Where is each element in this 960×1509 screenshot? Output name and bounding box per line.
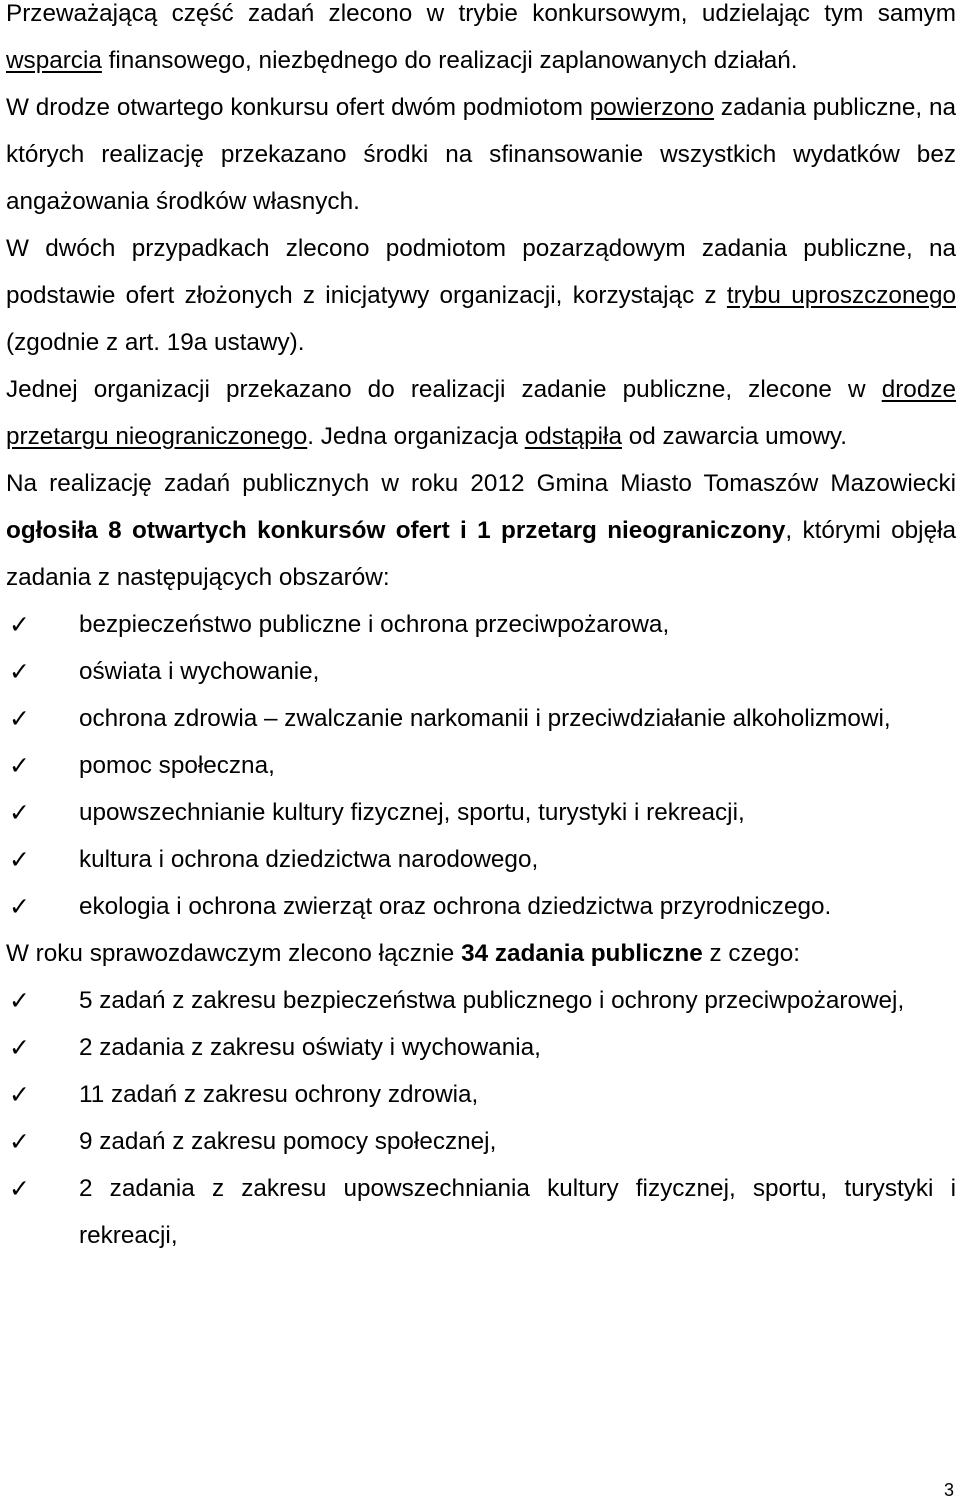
paragraph-2012-announcements [6,460,956,601]
list-item [6,836,956,883]
text-span: Przeważającą część zadań zlecono w trybie konkursowym, udzielając tym samym [6,0,956,27]
list-item [6,648,956,695]
list-item [6,601,956,648]
underlined-term-przetarg: drodze przetargu nieograniczonego [6,376,956,450]
text-span: W roku sprawozdawczym zlecono łącznie [6,940,462,967]
page-number: 3 [943,1480,954,1500]
list-item-text: upowszechnianie kultury fizycznej, sportu, turystyki i rekreacji, [79,799,745,826]
list-item [6,1071,956,1118]
text-span: (zgodnie z art. 19a ustawy). [6,329,305,356]
list-item [6,742,956,789]
checkmark-icon: ✓ [9,657,30,686]
bold-task-total: 34 zadania publiczne [461,940,703,967]
checkmark-icon: ✓ [9,1033,30,1062]
text-span: . Jedna organizacja [307,423,525,450]
checkmark-icon: ✓ [9,704,30,733]
list-item [6,1118,956,1165]
checkmark-icon: ✓ [9,1127,30,1156]
paragraph-tender [6,366,956,460]
list-item [6,977,956,1024]
document-page [6,0,956,1259]
text-span: Jednej organizacji przekazano do realizacji zadanie publiczne, zlecone w [6,376,882,403]
text-span: W drodze otwartego konkursu ofert dwóm podmiotom [6,94,590,121]
paragraph-simplified-mode [6,225,956,366]
list-item-text: 11 zadań z zakresu ochrony zdrowia, [79,1081,479,1108]
list-item [6,789,956,836]
underlined-term-powierzono: powierzono [589,94,715,121]
paragraph-funding-mode [6,0,956,84]
checkmark-icon: ✓ [9,751,30,780]
list-item-text: 2 zadania z zakresu upowszechniania kultury fizycznej, sportu, turystyki i rekreacji, [79,1175,956,1249]
paragraph-open-competition [6,84,956,225]
list-item-text: pomoc społeczna, [79,752,275,779]
text-span: finansowego, niezbędnego do realizacji zaplanowanych działań. [101,47,798,74]
checkmark-icon: ✓ [9,1174,30,1203]
underlined-term-trybu-uproszczonego: trybu uproszczonego [726,282,956,309]
list-item-text: 2 zadania z zakresu oświaty i wychowania, [79,1034,541,1061]
checkmark-icon: ✓ [9,1080,30,1109]
underlined-term-odstapila: odstąpiła [524,423,622,450]
list-item [6,695,956,742]
areas-list [6,601,956,930]
list-item [6,1024,956,1071]
text-span: W dwóch przypadkach zlecono podmiotom pozarządowym zadania publiczne, na podstawie ofert złożonych z inicjatywy organizacji, korzystając z [6,235,956,309]
underlined-term-wsparcia: wsparcia [6,47,102,74]
list-item [6,1165,956,1259]
list-item-text: kultura i ochrona dziedzictwa narodowego, [79,846,539,873]
text-span: od zawarcia umowy. [621,423,848,450]
list-item-text: 5 zadań z zakresu bezpieczeństwa publicznego i ochrony przeciwpożarowej, [79,987,905,1014]
checkmark-icon: ✓ [9,610,30,639]
paragraph-reporting-year [6,930,956,977]
text-span: Na realizację zadań publicznych w roku 2012 Gmina Miasto Tomaszów Mazowiecki [6,470,956,497]
text-span: zadania publiczne, na których realizację przekazano środki na sfinansowanie wszystkich wydatków bez angażowania środków własnych. [6,94,957,215]
tasks-list [6,977,956,1259]
checkmark-icon: ✓ [9,798,30,827]
list-item-text: bezpieczeństwo publiczne i ochrona przeciwpożarowa, [79,611,670,638]
checkmark-icon: ✓ [9,892,30,921]
checkmark-icon: ✓ [9,845,30,874]
text-span: , którymi objęła zadania z następujących obszarów: [6,517,956,591]
list-item [6,883,956,930]
checkmark-icon: ✓ [9,986,30,1015]
list-item-text: oświata i wychowanie, [79,658,320,685]
text-span: z czego: [702,940,801,967]
list-item-text: ekologia i ochrona zwierząt oraz ochrona dziedzictwa przyrodniczego. [79,893,832,920]
bold-announcement-count: ogłosiła 8 otwartych konkursów ofert i 1 przetarg nieograniczony [6,517,786,544]
list-item-text: 9 zadań z zakresu pomocy społecznej, [79,1128,497,1155]
list-item-text: ochrona zdrowia – zwalczanie narkomanii i przeciwdziałanie alkoholizmowi, [79,705,891,732]
